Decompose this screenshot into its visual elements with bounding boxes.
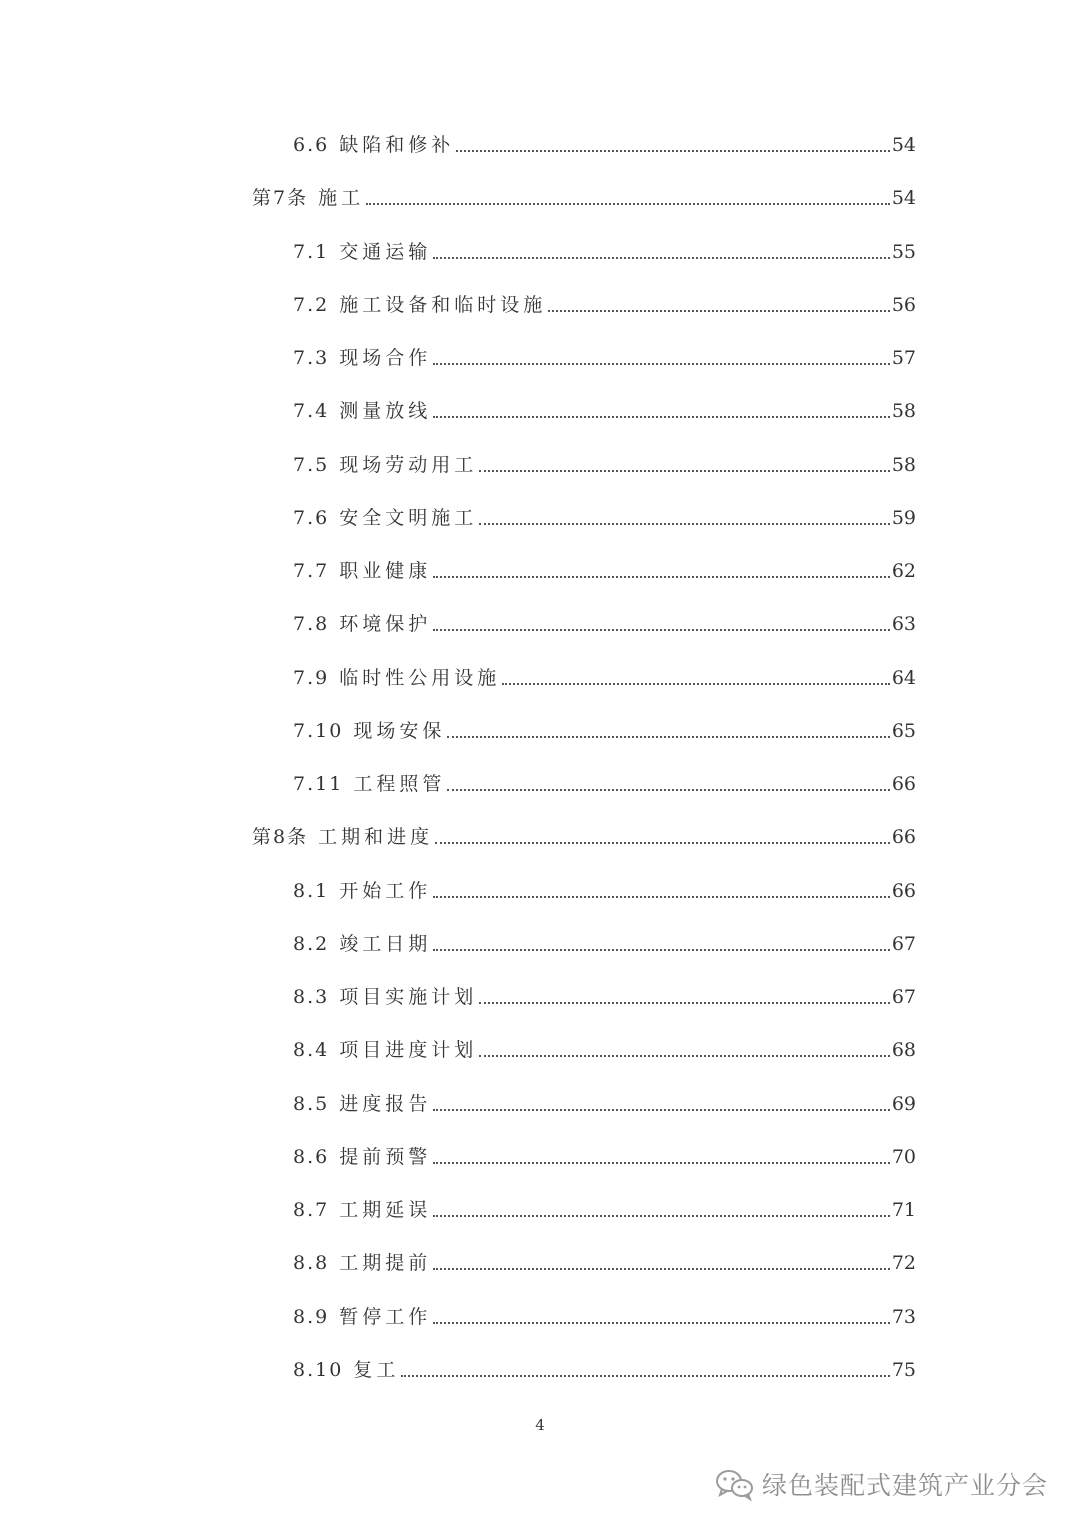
toc-entry-number: 8.2 [293, 932, 330, 955]
toc-entry-page: 58 [891, 400, 916, 423]
toc-entry-number: 7.8 [293, 613, 330, 636]
toc-entry-number: 7.5 [293, 453, 330, 476]
toc-entry[interactable] [252, 822, 916, 852]
toc-dot-leader [435, 842, 890, 844]
toc-dot-leader [479, 470, 890, 472]
toc-entry[interactable] [293, 1089, 916, 1119]
toc-entry[interactable] [293, 450, 916, 480]
toc-entry-number: 7.4 [293, 400, 330, 423]
toc-entry-title: 现场合作 [339, 347, 432, 369]
toc-entry-title: 工期延误 [339, 1199, 432, 1221]
page-number: 4 [535, 1416, 545, 1434]
toc-entry[interactable] [293, 1195, 916, 1225]
toc-entry-page: 66 [891, 879, 916, 902]
toc-entry-title: 现场劳动用工 [339, 453, 478, 476]
toc-dot-leader [447, 736, 889, 738]
toc-dot-leader [479, 1055, 890, 1057]
toc-entry-page: 54 [891, 134, 916, 156]
toc-entry-number: 7.10 [293, 719, 344, 742]
toc-entry-number: 8.1 [293, 879, 330, 902]
toc-entry-title: 测量放线 [339, 400, 432, 423]
toc-entry-title: 暂停工作 [339, 1305, 432, 1328]
watermark [714, 1464, 1048, 1504]
toc-entry-number: 7.2 [293, 293, 330, 316]
toc-entry-title: 提前预警 [339, 1145, 432, 1168]
toc-dot-leader [548, 310, 890, 312]
toc-entry-number: 7.7 [293, 560, 330, 582]
toc-dot-leader [433, 416, 890, 418]
toc-entry-page: 65 [891, 719, 916, 742]
toc-entry[interactable] [293, 609, 916, 639]
toc-entry-title: 环境保护 [339, 613, 432, 636]
toc-entry-page: 58 [891, 453, 916, 476]
toc-entry-page: 66 [891, 773, 916, 795]
toc-entry-page: 59 [891, 506, 916, 529]
toc-entry-title: 工程照管 [353, 773, 446, 795]
wechat-icon [714, 1467, 756, 1501]
toc-entry-page: 57 [891, 347, 916, 369]
toc-entry[interactable] [293, 929, 916, 959]
toc-entry-number: 7.3 [293, 347, 330, 369]
toc-entry-page: 62 [891, 560, 916, 582]
toc-entry-number: 6.6 [293, 134, 330, 156]
toc-entry-number: 7.11 [293, 773, 344, 795]
toc-entry-number: 7.6 [293, 506, 330, 529]
toc-entry[interactable] [293, 290, 916, 320]
toc-entry-number: 7.9 [293, 666, 330, 689]
toc-entry-number: 8.6 [293, 1145, 330, 1168]
toc-dot-leader [447, 789, 889, 791]
toc-dot-leader [433, 896, 890, 898]
toc-entry-number: 第7条 [252, 187, 309, 210]
toc-dot-leader [433, 576, 890, 578]
toc-entry-page: 72 [891, 1252, 916, 1275]
toc-entry-page: 63 [891, 613, 916, 636]
toc-entry[interactable] [293, 663, 916, 693]
toc-entry-title: 施工 [318, 187, 365, 210]
toc-entry-title: 复工 [353, 1358, 400, 1381]
toc-entry-number: 8.5 [293, 1092, 330, 1115]
toc-entry[interactable] [293, 556, 916, 586]
toc-entry[interactable] [252, 183, 916, 213]
toc-dot-leader [433, 1215, 890, 1217]
toc-entry-number: 8.10 [293, 1358, 344, 1381]
toc-entry[interactable] [293, 769, 916, 799]
toc-dot-leader [479, 523, 890, 525]
toc-entry-title: 施工设备和临时设施 [339, 293, 547, 316]
toc-dot-leader [479, 1002, 890, 1004]
toc-dot-leader [502, 683, 890, 685]
toc-entry-title: 竣工日期 [339, 932, 432, 955]
toc-entry-page: 66 [891, 826, 916, 849]
toc-entry-number: 8.4 [293, 1039, 330, 1062]
toc-entry-page: 69 [891, 1092, 916, 1115]
toc-entry-number: 8.8 [293, 1252, 330, 1275]
toc-entry-title: 安全文明施工 [339, 506, 478, 529]
toc-entry-page: 55 [891, 240, 916, 263]
toc-entry[interactable] [293, 982, 916, 1012]
toc-dot-leader [433, 1322, 890, 1324]
toc-entry[interactable] [293, 130, 916, 160]
toc-entry-title: 临时性公用设施 [339, 666, 501, 689]
toc-entry[interactable] [293, 1035, 916, 1065]
toc-entry-page: 68 [891, 1039, 916, 1062]
toc-entry-page: 75 [891, 1358, 916, 1381]
toc-entry-title: 进度报告 [339, 1092, 432, 1115]
toc-entry-title: 项目实施计划 [339, 986, 478, 1008]
toc-entry-page: 71 [891, 1199, 916, 1221]
toc-entry-title: 工期提前 [339, 1252, 432, 1275]
toc-entry-title: 现场安保 [353, 719, 446, 742]
toc-entry-number: 8.7 [293, 1199, 330, 1221]
toc-entry-page: 70 [891, 1145, 916, 1168]
toc-entry[interactable] [293, 396, 916, 426]
toc-dot-leader [433, 257, 890, 259]
toc-entry-page: 73 [891, 1305, 916, 1328]
toc-dot-leader [366, 203, 890, 205]
toc-entry-page: 54 [891, 187, 916, 210]
toc-entry-title: 职业健康 [339, 560, 432, 582]
toc-dot-leader [433, 1109, 890, 1111]
toc-dot-leader [456, 150, 890, 152]
toc-entry-title: 开始工作 [339, 879, 432, 902]
toc-entry-number: 7.1 [293, 240, 330, 263]
watermark-text: 绿色装配式建筑产业分会 [761, 1471, 1048, 1500]
toc-entry-page: 67 [891, 986, 916, 1008]
toc-entry[interactable] [293, 1142, 916, 1172]
toc-entry-number: 8.9 [293, 1305, 330, 1328]
toc-entry-number: 第8条 [252, 826, 309, 849]
toc-entry-number: 8.3 [293, 986, 330, 1008]
toc-dot-leader [433, 1268, 890, 1270]
toc-entry[interactable] [293, 1248, 916, 1278]
toc-entry[interactable] [293, 1302, 916, 1332]
toc-entry[interactable] [293, 876, 916, 906]
toc-entry[interactable] [293, 343, 916, 373]
toc-dot-leader [433, 1162, 890, 1164]
toc-entry-title: 项目进度计划 [339, 1039, 478, 1062]
toc-entry-page: 67 [891, 932, 916, 955]
toc-entry-title: 工期和进度 [318, 826, 434, 849]
toc-dot-leader [433, 363, 890, 365]
toc-dot-leader [433, 949, 890, 951]
toc-entry-title: 交通运输 [339, 240, 432, 263]
toc-entry-page: 64 [891, 666, 916, 689]
toc-entry[interactable] [293, 716, 916, 746]
toc-entry[interactable] [293, 503, 916, 533]
toc-dot-leader [401, 1375, 889, 1377]
toc-entry[interactable] [293, 237, 916, 267]
toc-entry[interactable] [293, 1355, 916, 1385]
toc-entry-title: 缺陷和修补 [339, 134, 455, 156]
toc-dot-leader [433, 629, 890, 631]
toc-entry-page: 56 [891, 293, 916, 316]
